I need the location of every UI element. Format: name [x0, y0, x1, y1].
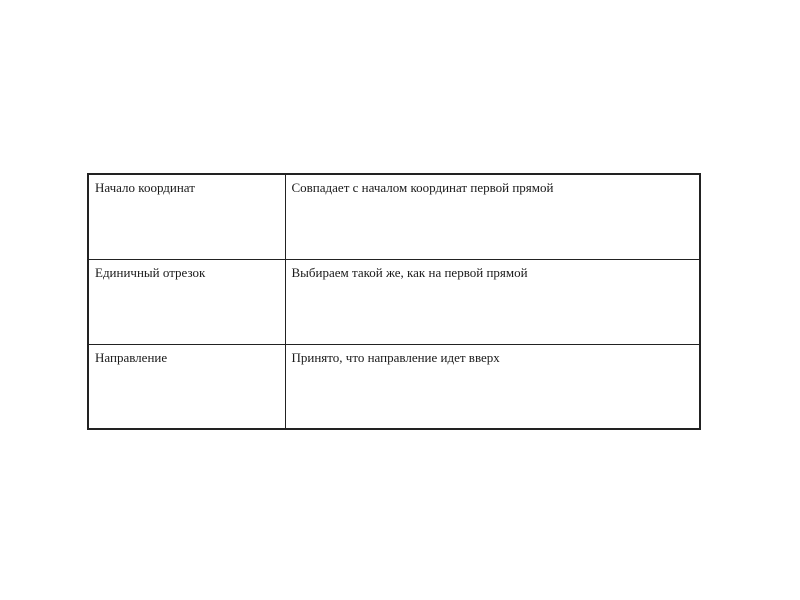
properties-table — [87, 173, 701, 430]
row-value-cell: Совпадает с началом координат первой прямой — [285, 174, 700, 259]
row-value-cell: Принято, что направление идет вверх — [285, 344, 700, 429]
row-label-cell: Направление — [88, 344, 285, 429]
row-label-cell: Единичный отрезок — [88, 259, 285, 344]
table-row — [88, 174, 700, 259]
row-value-cell: Выбираем такой же, как на первой прямой — [285, 259, 700, 344]
row-label-cell: Начало координат — [88, 174, 285, 259]
table-row — [88, 259, 700, 344]
table-row — [88, 344, 700, 429]
